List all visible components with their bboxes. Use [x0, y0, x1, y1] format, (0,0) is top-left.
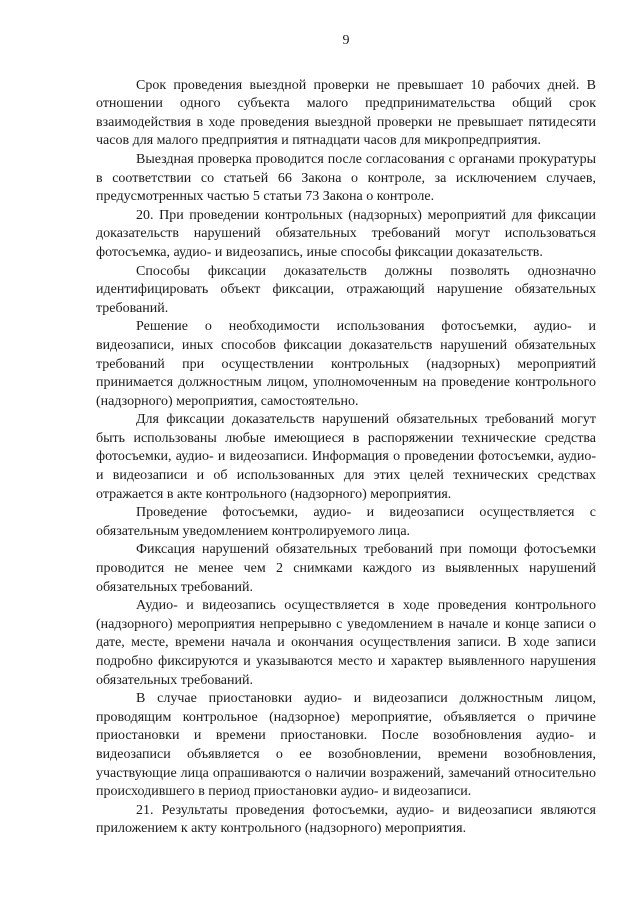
paragraph-7: Проведение фотосъемки, аудио- и видеозаписи осуществляется с обязательным уведомлением контролируемого лица.	[96, 505, 596, 539]
paragraph-1: Срок проведения выездной проверки не превышает 10 рабочих дней. В отношении одного субъекта малого предпринимательства общий срок взаимодействия в ходе проведения выездной проверки не превышает пятидесяти часов для малого предприятия и пятнадцати часов для микропредприятия.	[96, 77, 596, 149]
paragraph-4: Способы фиксации доказательств должны позволять однозначно идентифицировать объект фиксации, отражающий нарушение обязательных требований.	[96, 263, 596, 316]
paragraph-11: 21. Результаты проведения фотосъемки, аудио- и видеозаписи являются приложением к акту контрольного (надзорного) мероприятия.	[96, 802, 596, 837]
paragraph-3: 20. При проведении контрольных (надзорных) мероприятий для фиксации доказательств нарушений обязательных требований могут использоваться фотосъемка, аудио- и видеозапись, иные способы фиксации доказательств.	[96, 207, 596, 260]
paragraph-10: В случае приостановки аудио- и видеозаписи должностным лицом, проводящим контрольное (надзорное) мероприятие, объявляется о причине приостановки и времени приостановки. После возобновления аудио- и видеозаписи объявляется о ее возобновлении, времени возобновления, участвующие лица опрашиваются о наличии возражений, замечаний относительно происходившего в период приостановки аудио- и видеозаписи.	[96, 691, 596, 800]
paragraph-5: Решение о необходимости использования фотосъемки, аудио- и видеозаписи, иных способов фиксации доказательств нарушений обязательных требований при осуществлении контрольных (надзорных) мероприятий принимается должностным лицом, уполномоченным на проведение контрольного (надзорного) мероприятия, самостоятельно.	[96, 319, 596, 409]
paragraph-2: Выездная проверка проводится после согласования с органами прокуратуры в соответствии со статьей 66 Закона о контроле, за исключением случаев, предусмотренных частью 5 статьи 73 Закона о контроле.	[96, 151, 596, 205]
paragraph-6: Для фиксации доказательств нарушений обязательных требований могут быть использованы любые имеющиеся в распоряжении технические средства фотосъемки, аудио- и видеозаписи. Информация о проведении фотосъемки, аудио- и видеозаписи и об использованных для этих целей технических средствах отражается в акте контрольного (надзорного) мероприятия.	[96, 412, 596, 502]
paragraph-8: Фиксация нарушений обязательных требований при помощи фотосъемки проводится не менее чем 2 снимками каждого из выявленных нарушений обязательных требований.	[96, 542, 596, 595]
page-number: 9	[342, 33, 350, 48]
paragraph-9: Аудио- и видеозапись осуществляется в ходе проведения контрольного (надзорного) мероприятия непрерывно с уведомлением в начале и конце записи о дате, месте, времени начала и окончания осуществления записи. В ходе записи подробно фиксируются и указываются место и характер выявленного нарушения обязательных требований.	[96, 598, 596, 688]
